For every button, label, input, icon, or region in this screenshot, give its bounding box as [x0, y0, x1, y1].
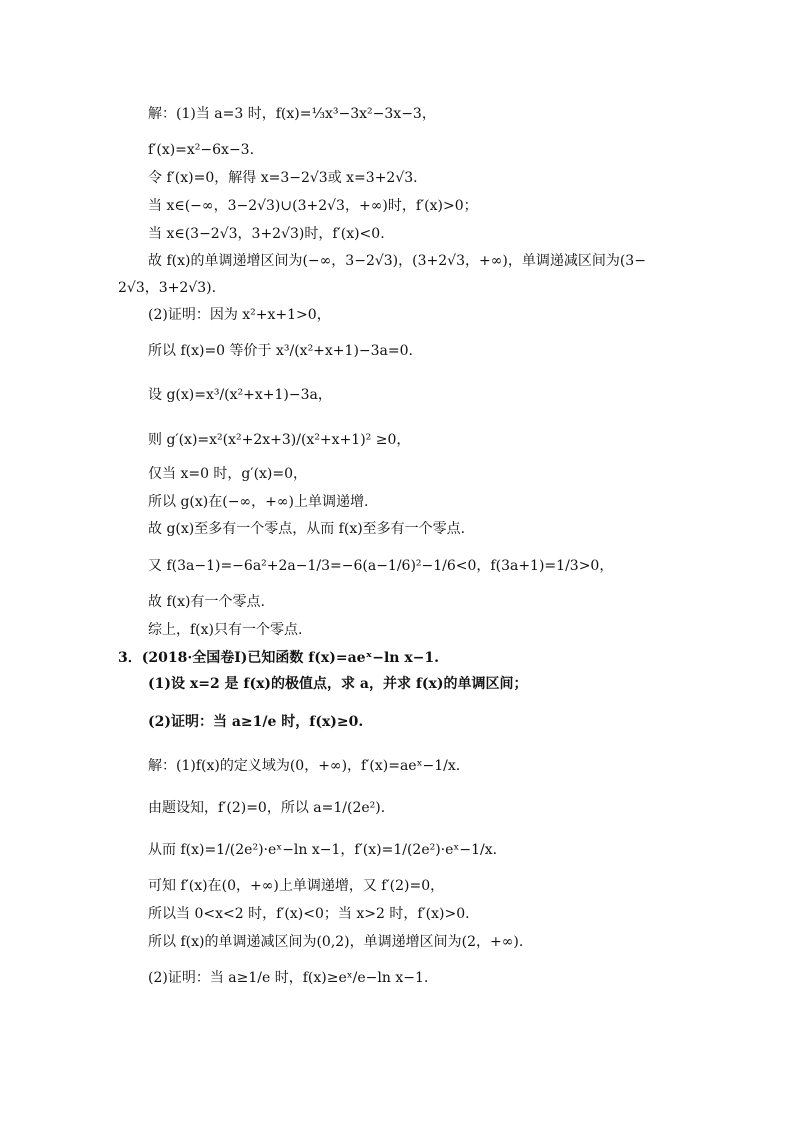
text-line: 仅当 x=0 时，g′(x)=0， — [148, 466, 308, 482]
text-line: 当 x∈(3−2√3，3+2√3)时，f′(x)<0. — [148, 226, 385, 242]
text-line: (2)证明：当 a≥1/e 时，f(x)≥eˣ/e−ln x−1. — [148, 970, 429, 986]
text-line: 又 f(3a−1)=−6a²+2a−1/3=−6(a−1/6)²−1/6<0，f(3a+1)=1/3>0， — [148, 558, 614, 574]
text-line: f′(x)=x²−6x−3. — [148, 142, 255, 158]
text-line: 所以 f(x)的单调递减区间为(0,2)，单调递增区间为(2，+∞). — [148, 934, 524, 950]
text-line: 设 g(x)=x³/(x²+x+1)−3a， — [148, 387, 332, 403]
text-line: 故 f(x)有一个零点. — [148, 594, 265, 610]
text-line: 所以当 0<x<2 时，f′(x)<0；当 x>2 时，f′(x)>0. — [148, 906, 470, 922]
text-line: 综上，f(x)只有一个零点. — [148, 622, 303, 638]
text-line: 解：(1)f(x)的定义域为(0，+∞)，f′(x)=aeˣ−1/x. — [148, 758, 461, 774]
problem-statement-line: 3．(2018·全国卷Ⅰ)已知函数 f(x)=aeˣ−ln x−1. — [118, 650, 440, 666]
text-line: 所以 f(x)=0 等价于 x³/(x²+x+1)−3a=0. — [148, 343, 413, 359]
text-line: 故 g(x)至多有一个零点，从而 f(x)至多有一个零点. — [148, 521, 466, 537]
text-line: (2)证明：因为 x²+x+1>0， — [148, 307, 331, 323]
text-line: 解：(1)当 a=3 时，f(x)=⅓x³−3x²−3x−3， — [148, 106, 436, 122]
text-line: 所以 g(x)在(−∞，+∞)上单调递增. — [148, 494, 369, 510]
text-line: 则 g′(x)=x²(x²+2x+3)/(x²+x+1)² ≥0， — [148, 432, 411, 448]
text-line: 当 x∈(−∞，3−2√3)∪(3+2√3，+∞)时，f′(x)>0； — [148, 198, 478, 214]
problem-statement-line: (2)证明：当 a≥1/e 时，f(x)≥0. — [148, 714, 364, 730]
problem-statement-line: (1)设 x=2 是 f(x)的极值点，求 a，并求 f(x)的单调区间； — [148, 676, 528, 692]
text-line: 由题设知，f′(2)=0，所以 a=1/(2e²). — [148, 800, 386, 816]
text-line: 令 f′(x)=0，解得 x=3−2√3或 x=3+2√3. — [148, 170, 418, 186]
text-line: 故 f(x)的单调递增区间为(−∞，3−2√3)，(3+2√3，+∞)，单调递减区间为(3− — [148, 253, 646, 269]
text-line: 2√3，3+2√3). — [118, 280, 217, 296]
text-line: 可知 f′(x)在(0，+∞)上单调递增，又 f′(2)=0， — [148, 878, 445, 894]
text-line: 从而 f(x)=1/(2e²)·eˣ−ln x−1，f′(x)=1/(2e²)·eˣ−1/x. — [148, 842, 498, 858]
